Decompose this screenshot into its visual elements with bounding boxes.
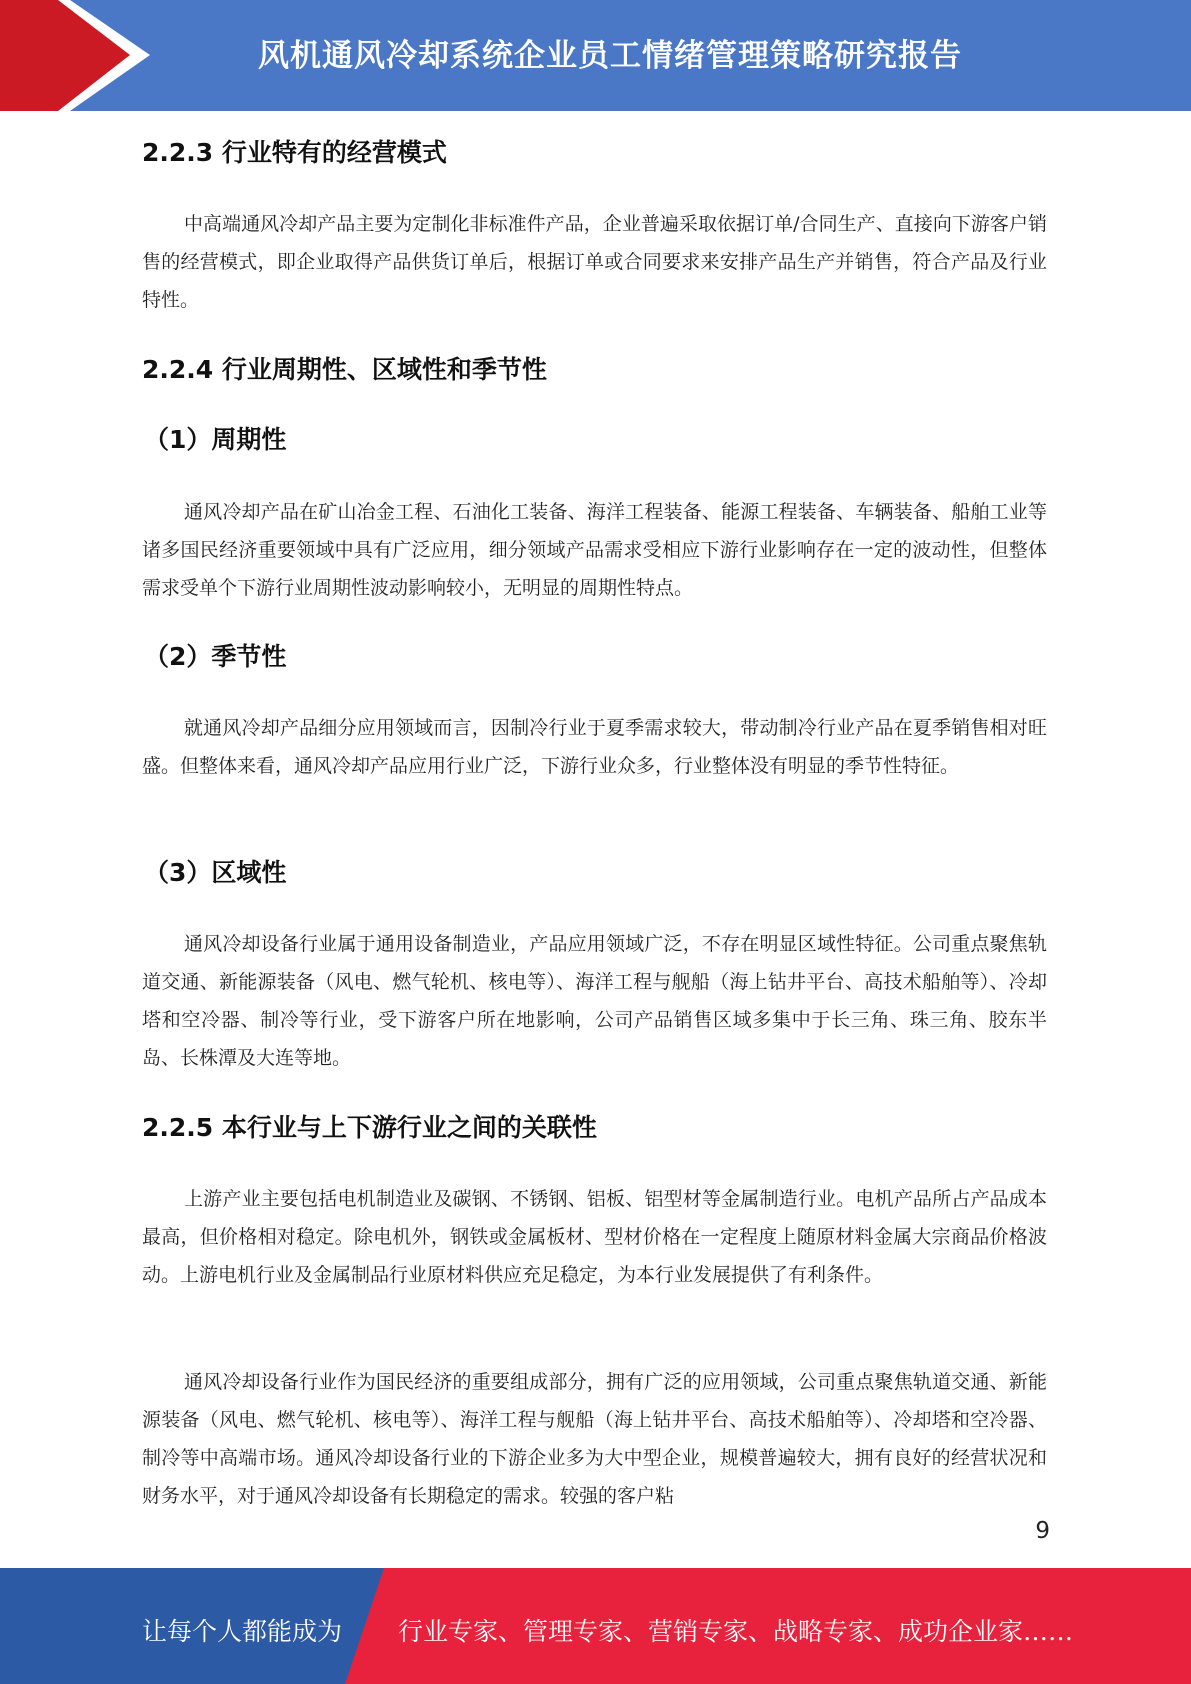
header-title: 风机通风冷却系统企业员工情绪管理策略研究报告 [258,38,962,74]
footer-slogan-left: 让每个人都能成为 [142,1617,343,1646]
paragraph: 通风冷却产品在矿山冶金工程、石油化工装备、海洋工程装备、能源工程装备、车辆装备、船舶工业等诸多国民经济重要领域中具有广泛应用，细分领域产品需求受相应下游行业影响存在一定的波动性，但整体需求受单个下游行业周期性波动影响较小，无明显的周期性特点。 [142,501,1047,599]
page-number: 9 [1035,1518,1050,1544]
page-footer [0,1568,1191,1684]
subheading-periodicity: （1）周期性 [144,425,287,454]
section-heading-2-2-3: 2.2.3 行业特有的经营模式 [142,138,447,167]
paragraph: 通风冷却设备行业属于通用设备制造业，产品应用领域广泛，不存在明显区域性特征。公司重点聚焦轨道交通、新能源装备（风电、燃气轮机、核电等）、海洋工程与舰船（海上钻井平台、高技术船舶等）、冷却塔和空冷器、制冷等行业，受下游客户所在地影响，公司产品销售区域多集中于长三角、珠三角、胶东半岛、长株潭及大连等地。 [142,933,1047,1069]
section-heading-2-2-4: 2.2.4 行业周期性、区域性和季节性 [142,355,547,384]
page-header [0,0,1191,111]
subheading-seasonality: （2）季节性 [144,642,287,671]
paragraph: 中高端通风冷却产品主要为定制化非标准件产品，企业普遍采取依据订单/合同生产、直接向下游客户销售的经营模式，即企业取得产品供货订单后，根据订单或合同要求来安排产品生产并销售，符合产品及行业特性。 [142,213,1047,311]
section-heading-2-2-5: 2.2.5 本行业与上下游行业之间的关联性 [142,1113,597,1142]
footer-slogan-right: 行业专家、管理专家、营销专家、战略专家、成功企业家…… [398,1617,1074,1646]
paragraph: 上游产业主要包括电机制造业及碳钢、不锈钢、铝板、铝型材等金属制造行业。电机产品所占产品成本最高，但价格相对稳定。除电机外，钢铁或金属板材、型材价格在一定程度上随原材料金属大宗商品价格波动。上游电机行业及金属制品行业原材料供应充足稳定，为本行业发展提供了有利条件。 [142,1188,1047,1286]
paragraph: 通风冷却设备行业作为国民经济的重要组成部分，拥有广泛的应用领域，公司重点聚焦轨道交通、新能源装备（风电、燃气轮机、核电等）、海洋工程与舰船（海上钻井平台、高技术船舶等）、冷却塔和空冷器、制冷等中高端市场。通风冷却设备行业的下游企业多为大中型企业，规模普遍较大，拥有良好的经营状况和财务水平，对于通风冷却设备有长期稳定的需求。较强的客户粘 [142,1371,1047,1507]
paragraph: 就通风冷却产品细分应用领域而言，因制冷行业于夏季需求较大，带动制冷行业产品在夏季销售相对旺盛。但整体来看，通风冷却产品应用行业广泛，下游行业众多，行业整体没有明显的季节性特征。 [142,717,1047,777]
subheading-regionality: （3）区域性 [144,858,287,887]
